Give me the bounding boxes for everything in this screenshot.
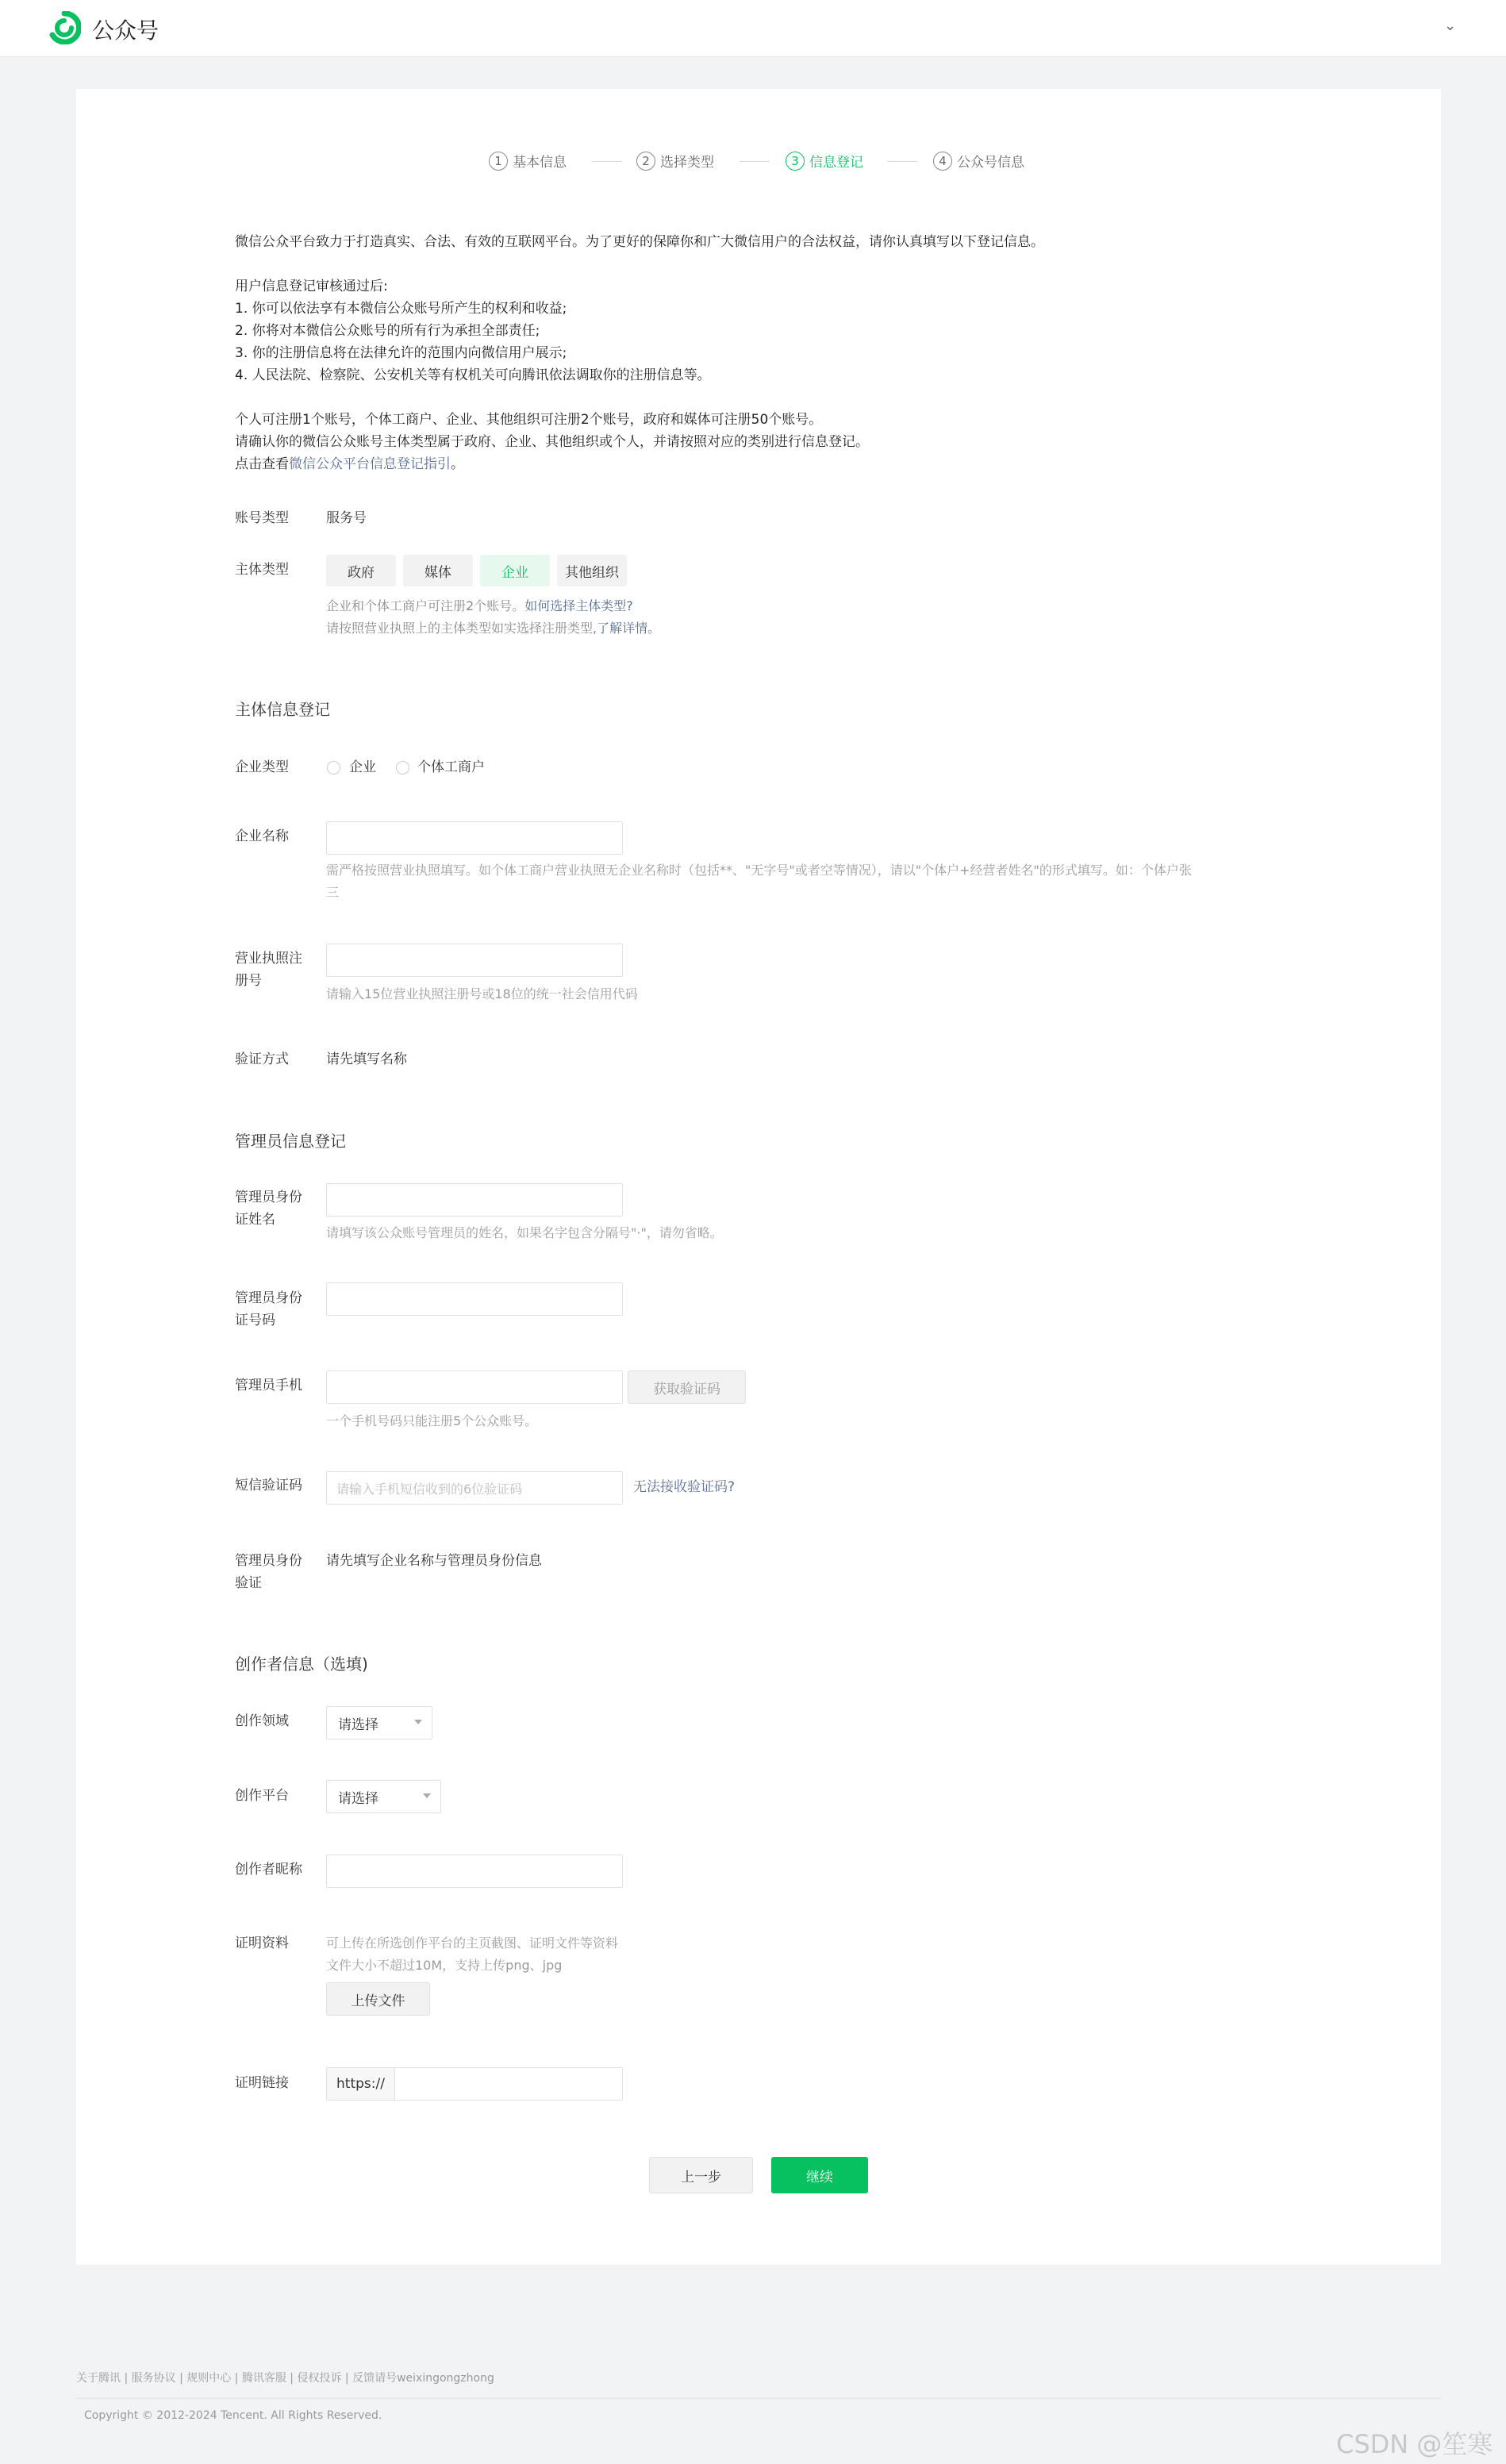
intro-list-item: 2. 你将对本微信公众账号的所有行为承担全部责任; <box>235 323 540 339</box>
guide-suffix: 。 <box>451 456 464 472</box>
account-type-value: 服务号 <box>326 510 367 526</box>
registration-guide-link[interactable]: 微信公众平台信息登记指引 <box>289 456 451 472</box>
license-label-line1: 营业执照注 <box>235 951 302 967</box>
sms-code-label: 短信验证码 <box>235 1478 302 1493</box>
admin-name-input[interactable] <box>326 1183 623 1217</box>
step-select-type <box>636 151 714 171</box>
creator-nickname-label: 创作者昵称 <box>235 1862 302 1878</box>
creator-platform-select[interactable] <box>326 1780 441 1813</box>
hint-text: 企业和个体工商户可注册2个账号。 <box>326 598 525 613</box>
subject-type-hint-2 <box>326 617 660 640</box>
company-type-individual-label[interactable]: 个体工商户 <box>417 759 485 775</box>
footer-links[interactable]: 关于腾讯 | 服务协议 | 规则中心 | 腾讯客服 | 侵权投诉 | 反馈请号weixingongzhong <box>76 2372 494 2385</box>
copyright: Copyright © 2012-2024 Tencent. All Rights Reserved. <box>84 2409 382 2422</box>
admin-id-label-line2: 证号码 <box>235 1313 275 1328</box>
proof-hint-1: 可上传在所选创作平台的主页截图、证明文件等资料 <box>326 1935 619 1951</box>
subject-section-title: 主体信息登记 <box>235 700 330 719</box>
verify-method-value: 请先填写名称 <box>326 1051 407 1067</box>
step-divider <box>887 161 917 162</box>
account-type-label: 账号类型 <box>235 510 289 526</box>
intro-list-title: 用户信息登记审核通过后: <box>235 279 388 294</box>
admin-phone-hint: 一个手机号码只能注册5个公众账号。 <box>326 1413 538 1428</box>
creator-section-title: 创作者信息（选填) <box>235 1655 368 1674</box>
step-number: 4 <box>933 152 952 171</box>
step-label: 基本信息 <box>513 155 567 171</box>
step-basic-info <box>489 151 567 171</box>
company-name-input[interactable] <box>326 821 623 855</box>
https-prefix: https:// <box>327 2068 395 2100</box>
step-divider <box>592 161 622 162</box>
business-license-hint: 请输入15位营业执照注册号或18位的统一社会信用代码 <box>326 986 638 1001</box>
admin-phone-label: 管理员手机 <box>235 1378 302 1393</box>
previous-step-button[interactable]: 上一步 <box>649 2157 753 2193</box>
footer-divider <box>76 2398 1441 2399</box>
company-type-label: 企业类型 <box>235 759 289 775</box>
company-name-hint: 需严格按照营业执照填写。如个体工商户营业执照无企业名称时（包括**、"无字号"或者空等情况），请以"个体户+经营者姓名"的形式填写。如：个体户张 <box>326 863 1192 878</box>
select-value: 请选择 <box>338 1790 378 1807</box>
step-account-info <box>933 151 1024 171</box>
intro-confirm-text: 请确认你的微信公众账号主体类型属于政府、企业、其他组织或个人，并请按照对应的类别进行信息登记。 <box>235 434 869 450</box>
license-label-line2: 册号 <box>235 973 262 989</box>
proof-hint-2: 文件大小不超过10M，支持上传png、jpg <box>326 1958 563 1973</box>
admin-section-title: 管理员信息登记 <box>235 1132 346 1151</box>
csdn-watermark: CSDN @笙寒 <box>1336 2429 1493 2459</box>
step-label: 信息登记 <box>809 155 863 171</box>
upload-file-button[interactable]: 上传文件 <box>326 1982 430 2016</box>
creator-field-label: 创作领域 <box>235 1713 289 1729</box>
admin-verify-label-line2: 验证 <box>235 1575 262 1591</box>
continue-button[interactable]: 继续 <box>771 2157 868 2193</box>
top-header <box>0 0 1506 57</box>
guide-prefix: 点击查看 <box>235 456 289 472</box>
proof-link-input[interactable] <box>326 2067 623 2101</box>
sms-code-input[interactable]: 请输入手机短信收到的6位验证码 <box>326 1471 623 1505</box>
company-type-individual-radio[interactable] <box>396 761 409 775</box>
subject-type-hint-1 <box>326 595 633 617</box>
get-code-button[interactable]: 获取验证码 <box>628 1370 746 1404</box>
intro-paragraph: 微信公众平台致力于打造真实、合法、有效的互联网平台。为了更好的保障你和广大微信用户的合法权益，请你认真填写以下登记信息。 <box>235 234 1044 250</box>
creator-field-select[interactable] <box>326 1706 432 1739</box>
admin-verify-value: 请先填写企业名称与管理员身份信息 <box>326 1553 542 1569</box>
admin-name-label-line2: 证姓名 <box>235 1212 275 1228</box>
subject-type-other-org[interactable]: 其他组织 <box>557 555 627 586</box>
brand-title: 公众号 <box>92 17 159 44</box>
how-to-choose-link[interactable]: 如何选择主体类型? <box>524 598 633 613</box>
subject-type-media[interactable]: 媒体 <box>403 555 473 586</box>
chevron-down-icon[interactable]: ⌄ <box>1444 17 1457 34</box>
hint-text: 请按照营业执照上的主体类型如实选择注册类型, <box>326 621 597 636</box>
step-info-registration <box>786 151 863 171</box>
intro-guide-line <box>235 452 464 472</box>
company-name-label: 企业名称 <box>235 828 289 844</box>
creator-platform-label: 创作平台 <box>235 1788 289 1804</box>
wechat-official-account-logo-icon[interactable] <box>48 11 81 44</box>
intro-quota-text: 个人可注册1个账号，个体工商户、企业、其他组织可注册2个账号，政府和媒体可注册50个账号。 <box>235 412 823 428</box>
business-license-input[interactable] <box>326 944 623 977</box>
subject-type-label: 主体类型 <box>235 562 289 578</box>
caret-down-icon <box>423 1793 431 1798</box>
intro-list-item: 3. 你的注册信息将在法律允许的范围内向微信用户展示; <box>235 345 567 361</box>
intro-list-item: 4. 人民法院、检察院、公安机关等有权机关可向腾讯依法调取你的注册信息等。 <box>235 367 711 383</box>
creator-nickname-input[interactable] <box>326 1855 623 1888</box>
step-label: 选择类型 <box>660 155 714 171</box>
subject-type-government[interactable]: 政府 <box>326 555 396 586</box>
select-value: 请选择 <box>338 1716 378 1733</box>
verify-method-label: 验证方式 <box>235 1051 289 1067</box>
step-label: 公众号信息 <box>957 155 1024 171</box>
step-number: 1 <box>489 152 508 171</box>
learn-more-link[interactable]: 了解详情。 <box>597 621 661 636</box>
step-number: 3 <box>786 152 805 171</box>
intro-list-item: 1. 你可以依法享有本微信公众账号所产生的权利和收益; <box>235 301 567 317</box>
company-type-enterprise-label[interactable]: 企业 <box>349 759 376 775</box>
admin-phone-input[interactable] <box>326 1370 623 1404</box>
cannot-receive-code-link[interactable]: 无法接收验证码? <box>633 1479 736 1495</box>
admin-verify-label-line1: 管理员身份 <box>235 1553 302 1569</box>
proof-link-label: 证明链接 <box>235 2075 289 2091</box>
admin-name-hint: 请填写该公众账号管理员的姓名，如果名字包含分隔号"·"，请勿省略。 <box>326 1225 723 1240</box>
admin-id-input[interactable] <box>326 1282 623 1316</box>
admin-id-label-line1: 管理员身份 <box>235 1290 302 1306</box>
step-divider <box>740 161 770 162</box>
subject-type-enterprise[interactable]: 企业 <box>480 555 550 586</box>
step-number: 2 <box>636 152 655 171</box>
company-type-enterprise-radio[interactable] <box>327 761 340 775</box>
company-name-hint-cont: 三 <box>326 885 340 900</box>
admin-name-label-line1: 管理员身份 <box>235 1190 302 1205</box>
proof-label: 证明资料 <box>235 1935 289 1951</box>
caret-down-icon <box>414 1720 422 1724</box>
